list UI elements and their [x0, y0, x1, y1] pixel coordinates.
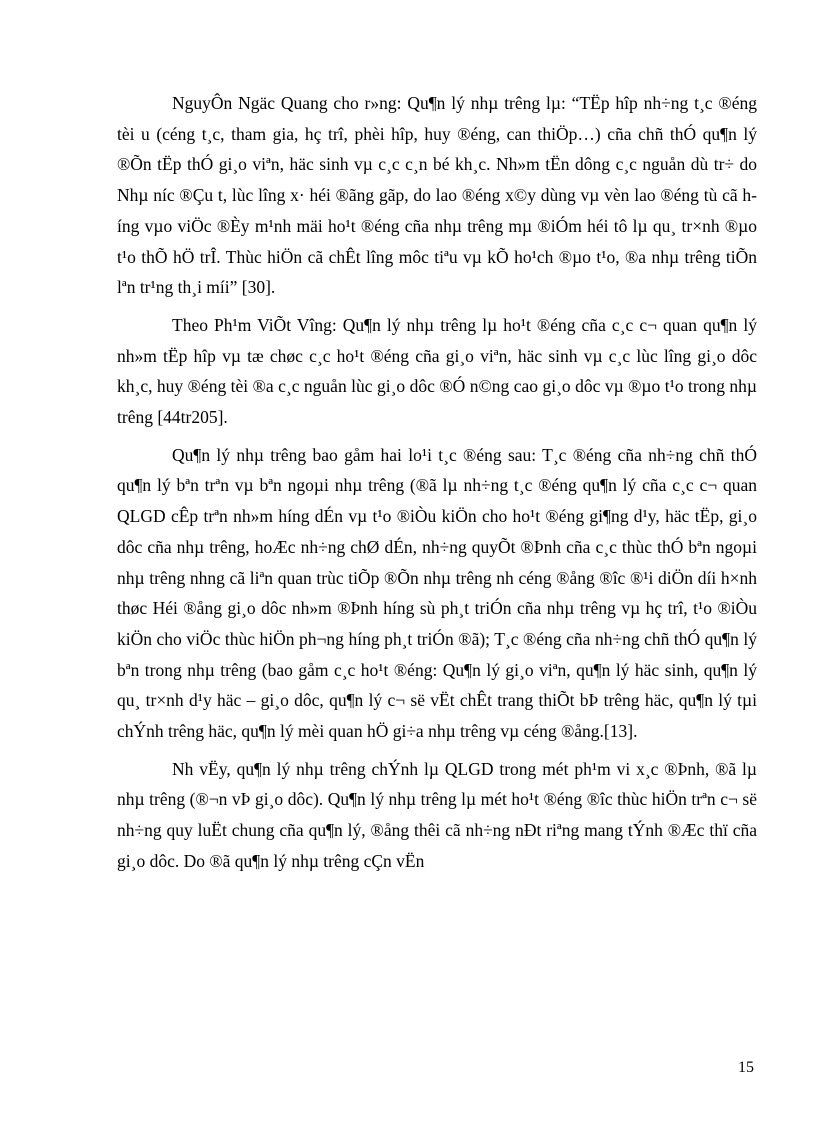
- page-number: 15: [738, 1059, 754, 1076]
- paragraph-school-management-conclusion: Nh vËy, qu¶n lý nhµ trêng chÝnh lµ QLGD trong mét ph¹m vi x¸c ®Þnh, ®ã lµ nhµ trêng (®¬n vÞ gi¸o dôc). Qu¶n lý nhµ trêng lµ mét ho¹t ®éng ®îc thùc hiÖn trªn c¬ së nh÷ng quy luËt chung cña qu¶n lý, ®ång thêi cã nh÷ng nÐt riªng mang tÝnh ®Æc thï cña gi¸o dôc. Do ®ã qu¶n lý nhµ trêng cÇn vËn: [117, 758, 757, 871]
- body-text: [117, 88, 757, 884]
- paragraph-management-influences: Qu¶n lý nhµ trêng bao gåm hai lo¹i t¸c ®éng sau: T¸c ®éng cña nh÷ng chñ thÓ qu¶n lý bªn trªn vµ bªn ngoµi nhµ trêng (®ã lµ nh÷ng t¸c ®éng qu¶n lý cña c¸c c¬ quan QLGD cÊp trªn nh»m híng dÉn vµ t¹o ®iÒu kiÖn cho ho¹t ®éng gi¶ng d¹y, häc tËp, gi¸o dôc cña nhµ trêng, hoÆc nh÷ng chØ dÉn, nh÷ng quyÕt ®Þnh cña c¸c thùc thÓ bªn ngoµi nhµ trêng nhng cã liªn quan trùc tiÕp ®Õn nhµ trêng nh céng ®ång ®îc ®¹i diÖn díi h×nh thøc Héi ®ång gi¸o dôc nh»m ®Þnh híng sù ph¸t triÓn cña nhµ trêng vµ hç trî, t¹o ®iÒu kiÖn cho viÖc thùc hiÖn ph¬ng híng ph¸t triÓn ®ã); T¸c ®éng cña nh÷ng chñ thÓ qu¶n lý bªn trong nhµ trêng (bao gåm c¸c ho¹t ®éng: Qu¶n lý gi¸o viªn, qu¶n lý häc sinh, qu¶n lý qu¸ tr×nh d¹y häc – gi¸o dôc, qu¶n lý c¬ së vËt chÊt trang thiÕt bÞ trêng häc, qu¶n lý tµi chÝnh trêng häc, qu¶n lý mèi quan hÖ gi÷a nhµ trêng vµ céng ®ång.[13].: [117, 444, 757, 742]
- paragraph-quang-definition: NguyÔn Ngäc Quang cho r»ng: Qu¶n lý nhµ trêng lµ: “TËp hîp nh÷ng t¸c ®éng tèi u (céng t¸c, tham gia, hç trî, phèi hîp, huy ®éng, can thiÖp…) cña chñ thÓ qu¶n lý ®Õn tËp thÓ gi¸o viªn, häc sinh vµ c¸c c¸n bé kh¸c. Nh»m tËn dông c¸c nguån dù tr÷ do Nhµ níc ®Çu t, lùc lîng x· héi ®ãng gãp, do lao ®éng x©y dùng vµ vèn lao ®éng tù cã híng vµo viÖc ®Èy m¹nh mäi ho¹t ®éng cña nhµ trêng mµ ®iÓm héi tô lµ qu¸ tr×nh ®µo t¹o thÕ hÖ trÎ. Thùc hiÖn cã chÊt lîng môc tiªu vµ kÕ ho¹ch ®µo t¹o, ®a nhµ trêng tiÕn lªn tr¹ng th¸i míi” [30].: [117, 93, 757, 298]
- paragraph-vuong-definition: Theo Ph¹m ViÕt Vîng: Qu¶n lý nhµ trêng lµ ho¹t ®éng cña c¸c c¬ quan qu¶n lý nh»m tËp hîp vµ tæ chøc c¸c ho¹t ®éng cña gi¸o viªn, häc sinh vµ c¸c lùc lîng gi¸o dôc kh¸c, huy ®éng tèi ®a c¸c nguån lùc gi¸o dôc ®Ó n©ng cao gi¸o dôc vµ ®µo t¹o trong nhµ trêng [44tr205].: [117, 314, 757, 428]
